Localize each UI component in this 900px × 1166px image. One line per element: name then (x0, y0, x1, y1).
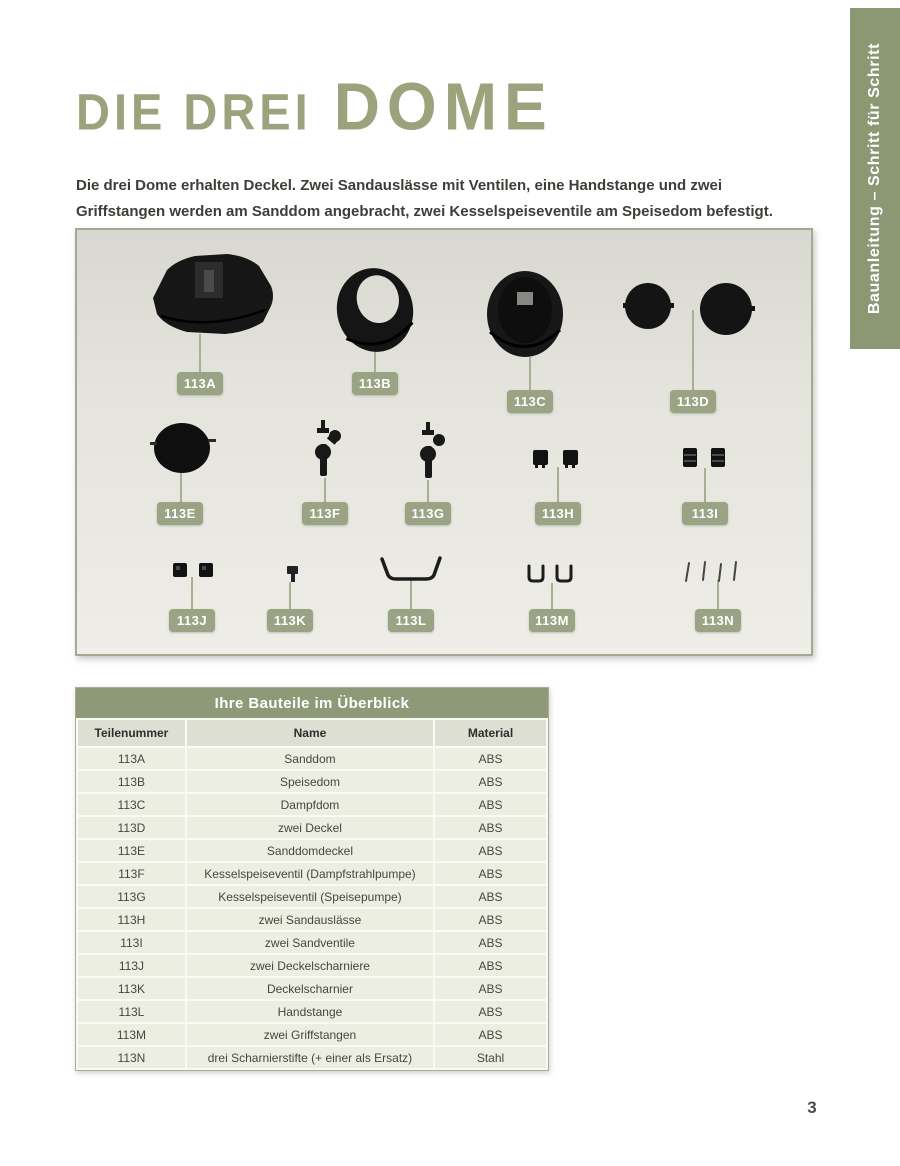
table-row (78, 1024, 546, 1045)
part-number-cell: 113A (78, 748, 185, 769)
part-material-cell: ABS (435, 978, 546, 999)
part-material-cell: ABS (435, 955, 546, 976)
part-name-cell: Kesselspeiseventil (Speisepumpe) (187, 886, 433, 907)
part-113j-shape (173, 563, 213, 577)
part-113d-shape (623, 283, 755, 335)
col-header-name: Name (187, 720, 433, 746)
part-113c-shape (487, 271, 563, 357)
part-name-cell: Handstange (187, 1001, 433, 1022)
part-material-cell: Stahl (435, 1047, 546, 1068)
part-label-113l: 113L (388, 609, 434, 632)
part-label-113i: 113I (682, 502, 728, 525)
table-row (78, 978, 546, 999)
intro-paragraph: Die drei Dome erhalten Deckel. Zwei Sandauslässe mit Ventilen, eine Handstange und zwei Griffstangen werden am Sanddom angebracht, zwei Kesselspeiseventile am Speisedom befestigt. (76, 177, 773, 221)
part-label-113j: 113J (169, 609, 215, 632)
chapter-tab-label: Bauanleitung – Schritt für Schritt (866, 42, 883, 315)
part-number-cell: 113D (78, 817, 185, 838)
table-title: Ihre Bauteile im Überblick (76, 688, 548, 718)
table-row (78, 794, 546, 815)
part-113g-shape (420, 422, 445, 478)
part-113m-shape (529, 566, 571, 581)
page-title (76, 68, 554, 145)
parts-overview-table (75, 687, 549, 1071)
part-material-cell: ABS (435, 886, 546, 907)
table-row (78, 817, 546, 838)
part-name-cell: Kesselspeiseventil (Dampfstrahlpumpe) (187, 863, 433, 884)
part-material-cell: ABS (435, 909, 546, 930)
part-label-113b: 113B (352, 372, 398, 395)
part-number-cell: 113E (78, 840, 185, 861)
part-label-113a: 113A (177, 372, 223, 395)
part-name-cell: Deckelscharnier (187, 978, 433, 999)
table-row (78, 955, 546, 976)
table-header-row (78, 720, 546, 746)
part-name-cell: Dampfdom (187, 794, 433, 815)
part-label-113e: 113E (157, 502, 203, 525)
part-material-cell: ABS (435, 748, 546, 769)
part-number-cell: 113B (78, 771, 185, 792)
table-row (78, 840, 546, 861)
parts-photo (77, 230, 811, 654)
part-label-113g: 113G (405, 502, 451, 525)
parts-grid (76, 718, 548, 1070)
part-name-cell: zwei Sandauslässe (187, 909, 433, 930)
table-row (78, 863, 546, 884)
part-material-cell: ABS (435, 1024, 546, 1045)
part-label-113m: 113M (529, 609, 575, 632)
part-name-cell: zwei Deckel (187, 817, 433, 838)
part-113a-shape (153, 254, 273, 334)
part-113e-shape (150, 423, 216, 473)
part-number-cell: 113H (78, 909, 185, 930)
part-label-113d: 113D (670, 390, 716, 413)
part-material-cell: ABS (435, 817, 546, 838)
part-113i-shape (683, 448, 725, 467)
col-header-material: Material (435, 720, 546, 746)
part-name-cell: Sanddomdeckel (187, 840, 433, 861)
part-material-cell: ABS (435, 771, 546, 792)
part-113k-shape (287, 566, 298, 582)
page-title-small: DIE DREI (76, 83, 312, 141)
part-label-113f: 113F (302, 502, 348, 525)
part-number-cell: 113M (78, 1024, 185, 1045)
part-name-cell: zwei Griffstangen (187, 1024, 433, 1045)
table-row (78, 771, 546, 792)
part-label-113c: 113C (507, 390, 553, 413)
table-row (78, 886, 546, 907)
connector-lines (181, 310, 718, 609)
table-row (78, 748, 546, 769)
page-title-large: DOME (333, 68, 554, 145)
part-label-113k: 113K (267, 609, 313, 632)
part-name-cell: zwei Deckelscharniere (187, 955, 433, 976)
part-113f-shape (315, 420, 341, 476)
part-name-cell: Speisedom (187, 771, 433, 792)
part-name-cell: Sanddom (187, 748, 433, 769)
part-material-cell: ABS (435, 794, 546, 815)
part-113h-shape (533, 450, 578, 468)
part-number-cell: 113C (78, 794, 185, 815)
table-row (78, 1001, 546, 1022)
part-number-cell: 113K (78, 978, 185, 999)
table-row (78, 1047, 546, 1068)
part-number-cell: 113J (78, 955, 185, 976)
parts-photo-panel (75, 228, 813, 656)
part-number-cell: 113N (78, 1047, 185, 1068)
part-number-cell: 113L (78, 1001, 185, 1022)
col-header-teilenummer: Teilenummer (78, 720, 185, 746)
part-number-cell: 113G (78, 886, 185, 907)
part-113b-shape (329, 261, 421, 359)
page-number: 3 (807, 1098, 817, 1117)
table-row (78, 932, 546, 953)
chapter-tab (850, 8, 900, 349)
part-113n-shape (686, 562, 736, 581)
part-name-cell: drei Scharnierstifte (+ einer als Ersatz) (187, 1047, 433, 1068)
part-number-cell: 113I (78, 932, 185, 953)
part-material-cell: ABS (435, 863, 546, 884)
part-number-cell: 113F (78, 863, 185, 884)
part-material-cell: ABS (435, 1001, 546, 1022)
part-label-113n: 113N (695, 609, 741, 632)
part-label-113h: 113H (535, 502, 581, 525)
part-material-cell: ABS (435, 932, 546, 953)
table-row (78, 909, 546, 930)
part-material-cell: ABS (435, 840, 546, 861)
part-name-cell: zwei Sandventile (187, 932, 433, 953)
part-113l-shape (382, 558, 440, 579)
